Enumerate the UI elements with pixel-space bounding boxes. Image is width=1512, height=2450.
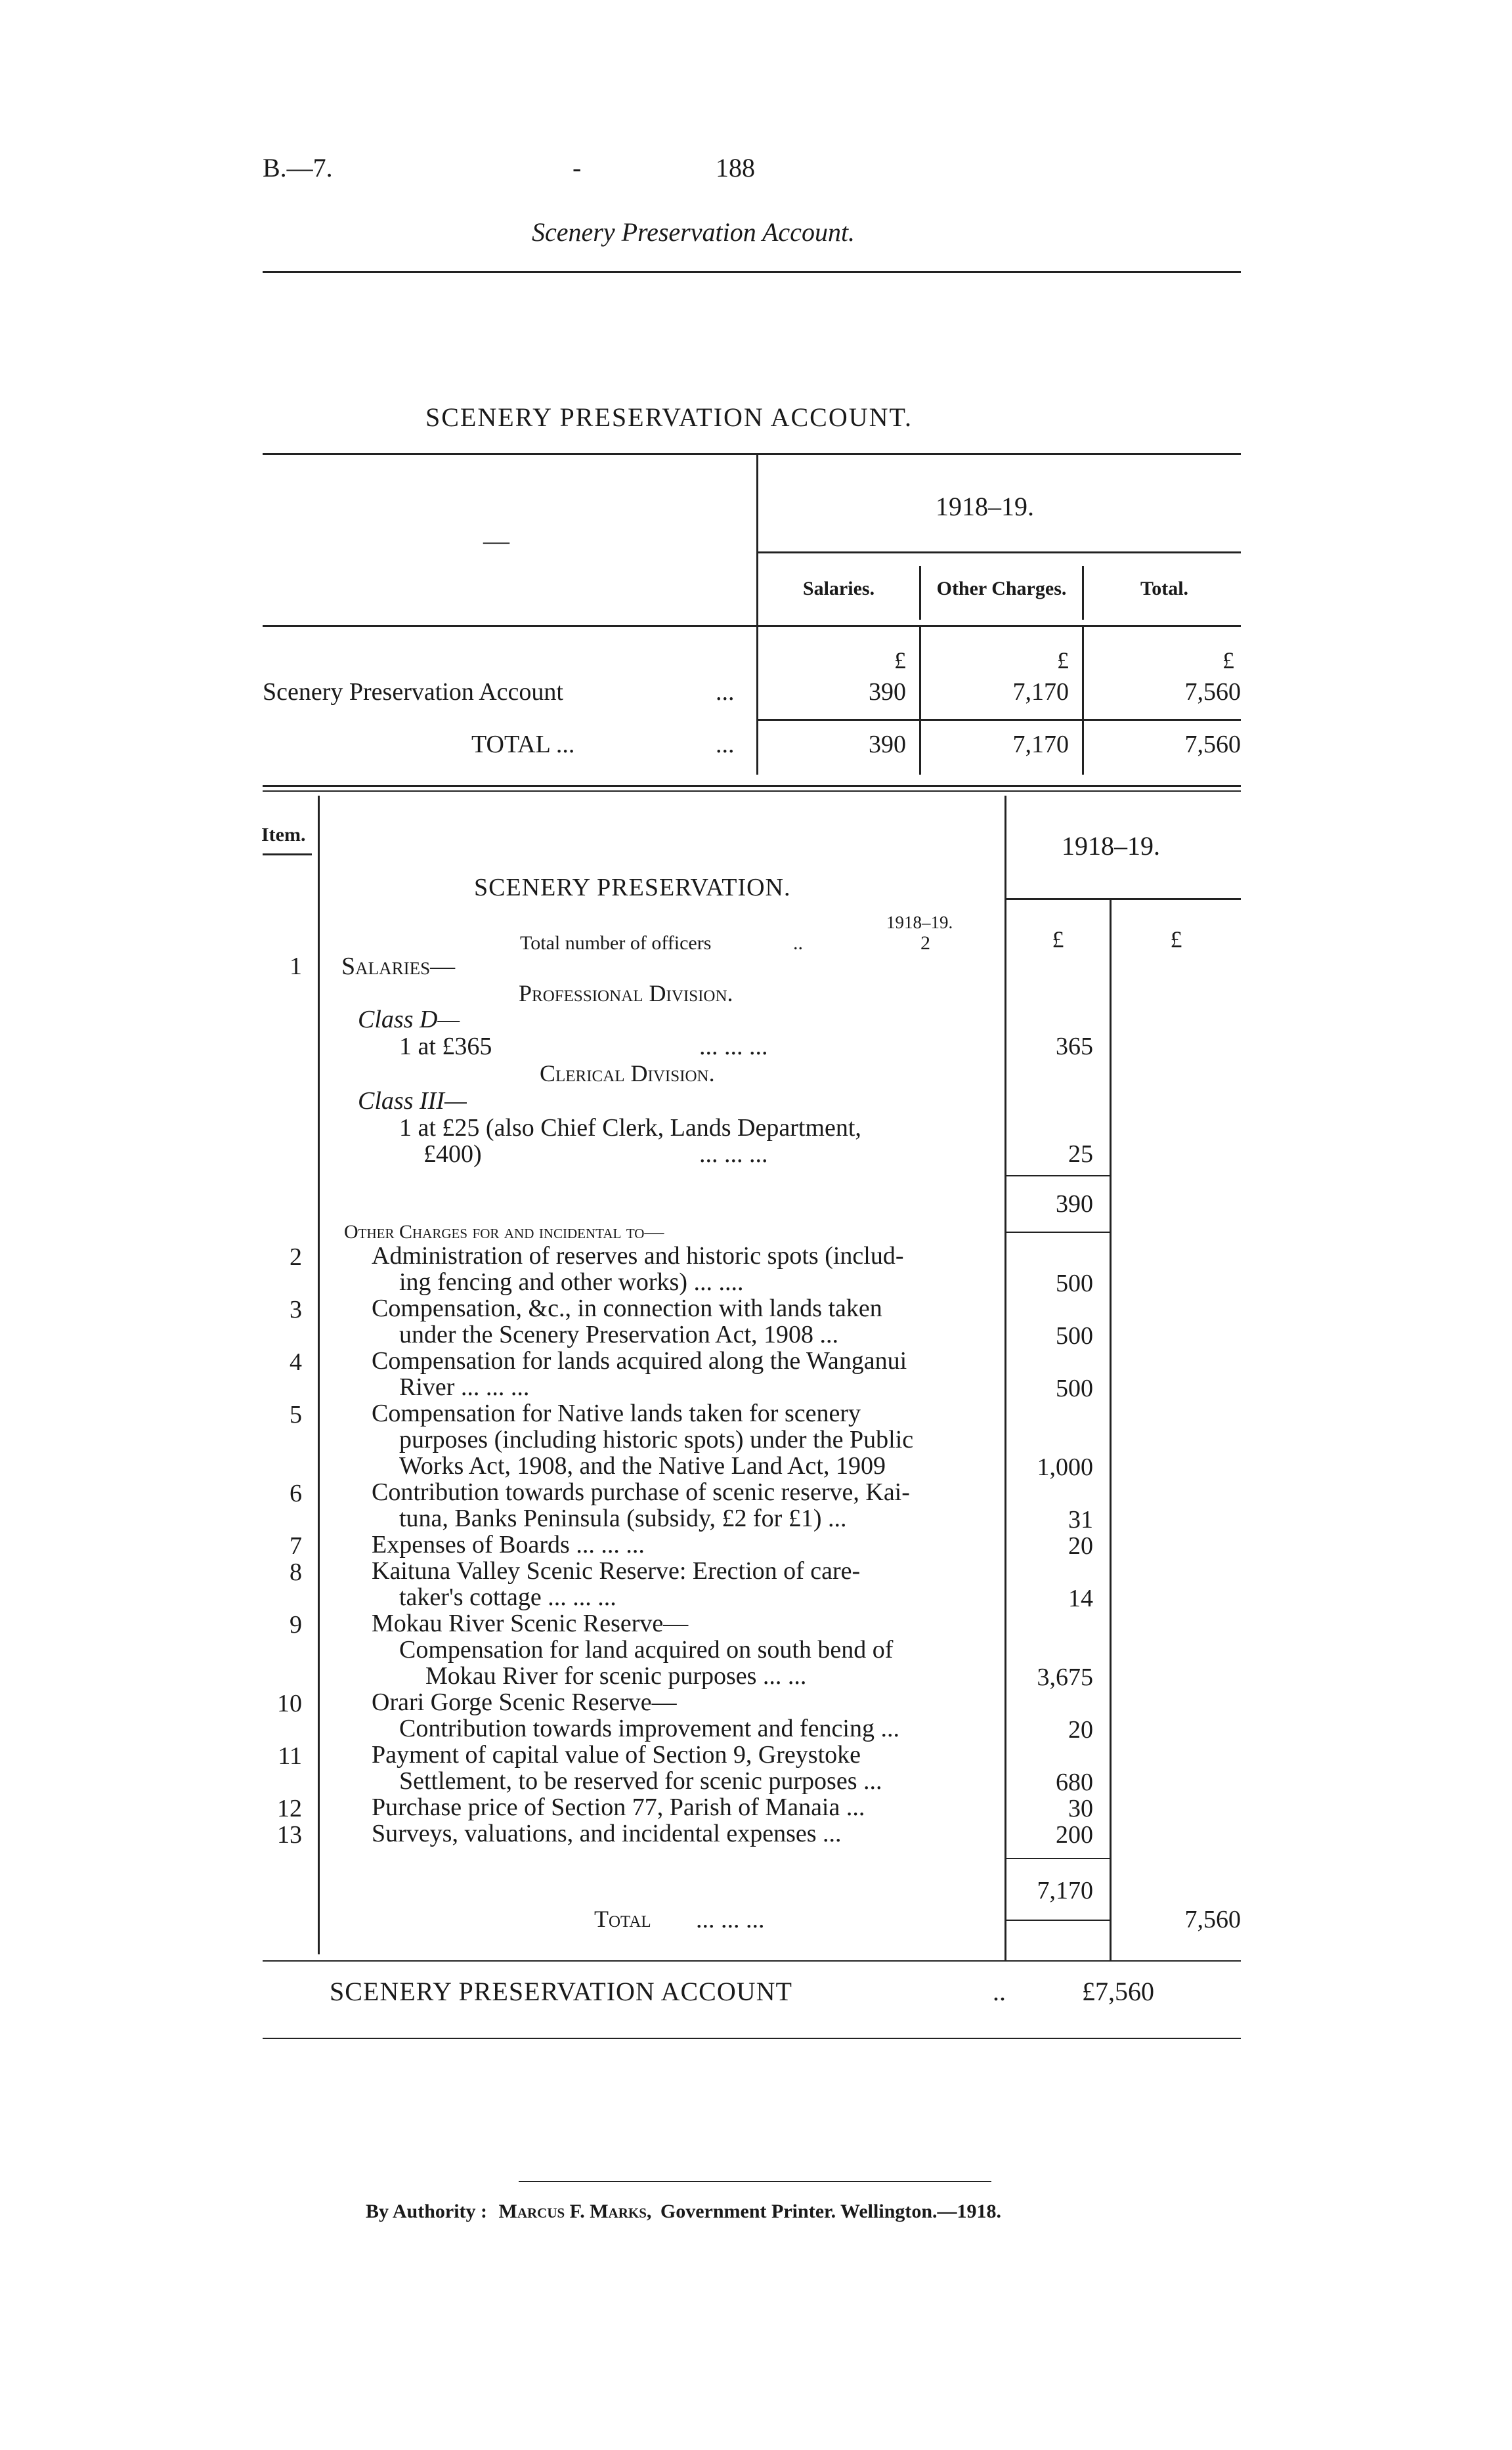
class-d-amount: 365: [1056, 1033, 1093, 1060]
professional-division-heading: Professional Division.: [519, 980, 733, 1006]
summary-col-divider-2b: [1082, 625, 1084, 775]
total-row-other-charges: 7,170: [1012, 731, 1069, 758]
imprint-rule: [519, 2181, 991, 2182]
class-d-line: 1 at £365: [399, 1033, 492, 1060]
class-d-heading: Class D—: [358, 1006, 460, 1033]
charge-amount: 20: [1068, 1532, 1093, 1560]
class-iii-leader: ... ... ...: [699, 1140, 768, 1168]
item-number: 11: [278, 1742, 302, 1770]
charge-amount: 31: [1068, 1506, 1093, 1534]
charge-description-line: Compensation for lands acquired along the Wanganui: [372, 1347, 907, 1375]
total-row-leader: ...: [716, 731, 735, 758]
charges-subtotal-rule: [1004, 1858, 1110, 1859]
charge-description-line: Contribution towards improvement and fencing ...: [399, 1715, 899, 1742]
account-row-other-charges: 7,170: [1012, 678, 1069, 706]
summary-bottom-rule-double: [263, 790, 1241, 792]
class-d-leader: ... ... ...: [699, 1033, 768, 1060]
imprint-printer: Marcus F. Marks,: [498, 2201, 652, 2222]
class-iii-amount: 25: [1068, 1140, 1093, 1168]
summary-year-rule: [756, 551, 1241, 553]
charge-description-line: Orari Gorge Scenic Reserve—: [372, 1688, 677, 1716]
summary-bottom-rule: [263, 785, 1241, 787]
charge-description-line: Kaituna Valley Scenic Reserve: Erection of care-: [372, 1557, 861, 1585]
item-number: 3: [290, 1296, 302, 1323]
total-column-header: Total.: [1140, 578, 1189, 599]
item-number: 7: [290, 1532, 302, 1560]
charge-amount: 1,000: [1037, 1453, 1093, 1481]
imprint-prefix: By Authority :: [366, 2201, 488, 2222]
charge-description-line: taker's cottage ... ... ...: [399, 1583, 616, 1611]
summary-title: SCENERY PRESERVATION ACCOUNT.: [425, 402, 913, 432]
currency-symbol: £: [1222, 647, 1234, 674]
charge-description-line: Mokau River for scenic purposes ... ...: [425, 1662, 807, 1690]
charges-subtotal-underline: [1004, 1920, 1110, 1921]
total-row-label: TOTAL ...: [471, 731, 575, 758]
summary-top-rule: [263, 453, 1241, 455]
detail-bottom-rule: [263, 1960, 1241, 1962]
running-title: Scenery Preservation Account.: [532, 217, 855, 247]
officers-label: Total number of officers: [520, 932, 712, 954]
item-number: 8: [290, 1558, 302, 1586]
item-number: 13: [277, 1821, 302, 1849]
charge-description-line: Payment of capital value of Section 9, Greystoke: [372, 1741, 861, 1769]
total-row-salaries: 390: [869, 731, 906, 758]
account-row-leader: ...: [716, 678, 735, 706]
charge-amount: 3,675: [1037, 1664, 1093, 1691]
account-row-label: Scenery Preservation Account: [263, 678, 563, 706]
currency-symbol: £: [1170, 926, 1182, 953]
officers-leader: ..: [793, 932, 803, 954]
charge-description-line: Settlement, to be reserved for scenic purposes ...: [399, 1767, 882, 1795]
detail-year-rule: [1004, 898, 1241, 900]
item-column-divider: [318, 796, 320, 1954]
charge-description-line: River ... ... ...: [399, 1373, 530, 1401]
imprint-line: [366, 2201, 1001, 2223]
item-header-rule: [263, 853, 312, 855]
charge-description-line: Mokau River Scenic Reserve—: [372, 1610, 689, 1637]
subtotal-column-divider: [1110, 898, 1112, 1961]
charge-amount: 14: [1068, 1585, 1093, 1612]
currency-symbol: £: [1057, 647, 1069, 674]
salaries-subtotal-rule: [1004, 1175, 1110, 1176]
other-charges-column-header: Other Charges.: [936, 578, 1067, 599]
charge-description-line: ing fencing and other works) ... ....: [399, 1268, 744, 1296]
account-row-total: 7,560: [1184, 678, 1241, 706]
detail-total-amount: 7,560: [1184, 1906, 1241, 1933]
item-number: 12: [277, 1795, 302, 1822]
charge-description-line: Purchase price of Section 77, Parish of Manaia ...: [372, 1794, 865, 1821]
charge-description-line: Contribution towards purchase of scenic reserve, Kai-: [372, 1478, 910, 1506]
officers-count: 2: [920, 932, 930, 954]
charge-description-line: Compensation, &c., in connection with lands taken: [372, 1295, 882, 1322]
footer-total-rule: [263, 2038, 1241, 2039]
currency-symbol: £: [1052, 926, 1064, 953]
charge-amount: 680: [1056, 1769, 1093, 1796]
officers-year: 1918–19.: [886, 913, 953, 932]
summary-col-divider-1b: [919, 625, 921, 775]
footer-total-leader: ..: [993, 1977, 1006, 2006]
class-iii-line: 1 at £25 (also Chief Clerk, Lands Department,: [399, 1114, 861, 1142]
charge-description-line: under the Scenery Preservation Act, 1908 ...: [399, 1321, 839, 1348]
charge-amount: 30: [1068, 1795, 1093, 1822]
salaries-heading: Salaries—: [341, 953, 456, 980]
item-number: 9: [290, 1611, 302, 1639]
summary-stub-divider: [756, 453, 758, 775]
item-number: 5: [290, 1401, 302, 1429]
charge-description-line: purposes (including historic spots) under the Public: [399, 1426, 914, 1453]
summary-header-rule: [263, 625, 1241, 627]
detail-year-heading: 1918–19.: [1062, 831, 1160, 861]
charge-description-line: Works Act, 1908, and the Native Land Act, 1909: [399, 1452, 886, 1480]
amount-column-divider: [1004, 796, 1006, 1961]
imprint-suffix: Government Printer. Wellington.—1918.: [660, 2201, 1002, 2222]
salaries-subtotal-underline: [1004, 1232, 1110, 1233]
item-number: 2: [290, 1243, 302, 1271]
item-number: 10: [277, 1690, 302, 1717]
summary-stub-dash: —: [483, 526, 509, 555]
footer-total-label: SCENERY PRESERVATION ACCOUNT: [330, 1977, 792, 2006]
charge-description-line: Expenses of Boards ... ... ...: [372, 1531, 645, 1558]
total-row-total: 7,560: [1184, 731, 1241, 758]
charge-amount: 500: [1056, 1322, 1093, 1350]
other-charges-subtotal: 7,170: [1037, 1877, 1093, 1904]
detail-total-label: Total: [594, 1906, 651, 1932]
currency-symbol: £: [894, 647, 906, 674]
charge-amount: 500: [1056, 1375, 1093, 1402]
charge-amount: 200: [1056, 1821, 1093, 1849]
clerical-division-heading: Clerical Division.: [540, 1060, 715, 1086]
item-number: 6: [290, 1480, 302, 1507]
summary-total-rule: [756, 719, 1241, 721]
charge-amount: 500: [1056, 1270, 1093, 1297]
section-title: SCENERY PRESERVATION.: [474, 874, 791, 901]
header-rule: [263, 271, 1241, 273]
charge-description-line: Surveys, valuations, and incidental expenses ...: [372, 1820, 842, 1847]
account-row-salaries: 390: [869, 678, 906, 706]
charge-description-line: Compensation for Native lands taken for scenery: [372, 1400, 861, 1427]
charge-amount: 20: [1068, 1716, 1093, 1744]
item-number: 4: [290, 1348, 302, 1376]
footer-total-amount: £7,560: [1082, 1977, 1154, 2006]
detail-total-leader: ... ... ...: [696, 1906, 765, 1933]
salaries-column-header: Salaries.: [802, 578, 875, 599]
charge-description-line: tuna, Banks Peninsula (subsidy, £2 for £1) ...: [399, 1505, 847, 1532]
document-reference: B.—7.: [263, 153, 333, 183]
header-dash: -: [572, 153, 582, 183]
item-number: 1: [290, 953, 302, 980]
page-number: 188: [716, 153, 755, 183]
item-column-header: Item.: [261, 824, 306, 846]
salaries-subtotal: 390: [1056, 1190, 1093, 1218]
charge-description-line: Administration of reserves and historic spots (includ-: [372, 1242, 904, 1270]
class-iii-heading: Class III—: [358, 1087, 467, 1115]
other-charges-heading: Other Charges for and incidental to—: [344, 1221, 664, 1243]
class-iii-line: £400): [423, 1140, 482, 1168]
summary-year-heading: 1918–19.: [936, 492, 1034, 521]
charge-description-line: Compensation for land acquired on south bend of: [399, 1636, 894, 1664]
